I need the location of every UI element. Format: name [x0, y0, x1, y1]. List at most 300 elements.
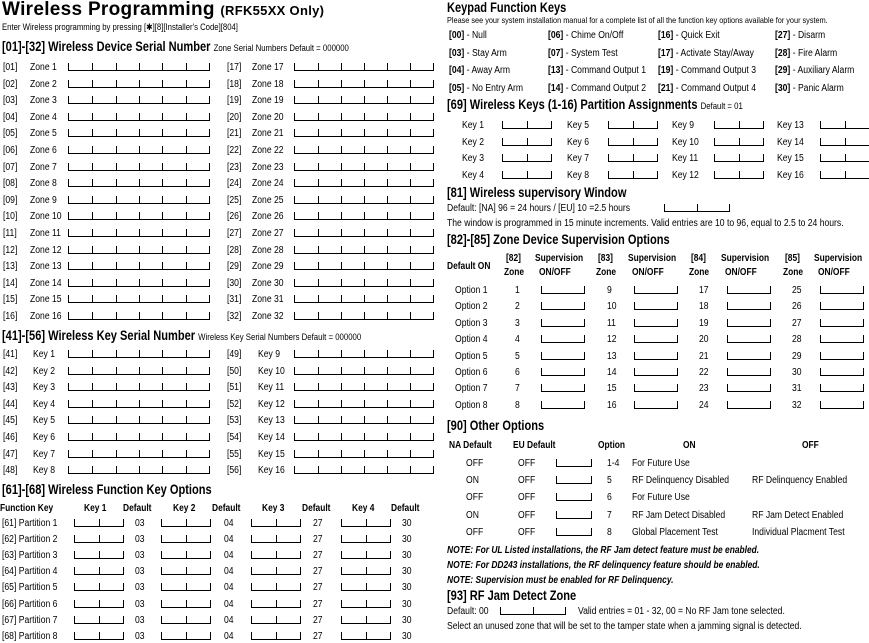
zone-number: 14: [607, 367, 617, 378]
function-key-default: 04: [224, 534, 234, 546]
jam-description: Select an unused zone that will be set to the tamper state when a jamming signal is detected.: [447, 621, 802, 632]
supervision-entry-field[interactable]: [820, 286, 864, 294]
partition-label: [65] Partition 5: [2, 582, 58, 594]
zone-serial-field[interactable]: [68, 179, 210, 187]
zone-number: 18: [699, 301, 709, 313]
function-key-field[interactable]: [74, 567, 124, 575]
partition-key-label: Key 9: [672, 120, 694, 131]
option-label: Option 1: [455, 285, 488, 296]
option-on-text: For Future Use: [632, 492, 690, 504]
option-entry-field[interactable]: [556, 511, 592, 519]
zone-serial-field[interactable]: [68, 212, 210, 220]
zone-serial-field[interactable]: [68, 229, 210, 237]
zone-section-number: [12]: [3, 244, 18, 256]
zone-section-number: [26]: [227, 211, 242, 223]
supervision-entry-field[interactable]: [727, 384, 771, 392]
title-model: (RFK55XX Only): [220, 3, 325, 18]
supervision-entry-field[interactable]: [634, 319, 678, 327]
keypad-function-label: - Null: [466, 30, 487, 41]
key-serial-field[interactable]: [294, 416, 434, 424]
key-label: Key 3: [33, 382, 55, 394]
function-key-heading: [61]-[68] Wireless Function Key Options: [2, 482, 212, 497]
function-key-default: 30: [402, 550, 412, 562]
onoff-header: ON/OFF: [725, 267, 757, 278]
supervision-entry-field[interactable]: [820, 368, 864, 376]
partition-entry-field[interactable]: [714, 171, 764, 179]
keypad-function-item: [548, 65, 646, 76]
key-serials-default: Wireless Key Serial Numbers Default = 000000: [198, 332, 362, 343]
function-key-field[interactable]: [341, 616, 391, 624]
zone-number: 6: [515, 367, 520, 378]
option-number: 1-4: [607, 458, 620, 469]
key-serial-field[interactable]: [68, 400, 210, 408]
key-serial-field[interactable]: [294, 433, 434, 441]
function-key-default: 04: [224, 566, 234, 578]
supervision-entry-field[interactable]: [634, 286, 678, 294]
key-label: Key 16: [258, 465, 285, 477]
partition-entry-field[interactable]: [820, 121, 869, 129]
keypad-function-code: [17]: [658, 47, 674, 59]
partition-label: [61] Partition 1: [2, 518, 58, 529]
partition-entry-field[interactable]: [820, 138, 869, 146]
zone-number: 29: [792, 350, 802, 362]
jam-zone-entry-field[interactable]: [500, 607, 566, 615]
key-section-number: [50]: [227, 365, 242, 377]
partition-key-label: Key 15: [777, 153, 804, 164]
function-key-field[interactable]: [161, 583, 211, 591]
other-options-header: Option: [598, 440, 626, 451]
keypad-function-label: - Command Output 1: [565, 65, 646, 76]
partition-entry-field[interactable]: [608, 154, 658, 162]
zone-label: Zone 18: [252, 78, 284, 90]
function-key-field[interactable]: [161, 519, 211, 527]
note-ul: NOTE: For UL Listed installations, the RF Jam detect feature must be enabled.: [447, 545, 760, 556]
zone-section-number: [28]: [227, 244, 242, 256]
supervision-entry-field[interactable]: [634, 352, 678, 360]
supervision-entry-field[interactable]: [727, 368, 771, 376]
zone-serial-field[interactable]: [68, 80, 210, 88]
function-key-field[interactable]: [341, 583, 391, 591]
zone-label: Zone 31: [252, 294, 284, 306]
zone-number: 25: [792, 285, 802, 296]
keypad-function-code: [03]: [449, 47, 465, 59]
partition-key-label: Key 1: [462, 120, 484, 131]
eu-default-value: OFF: [518, 475, 536, 487]
key-serial-field[interactable]: [68, 383, 210, 391]
supervision-entry-field[interactable]: [634, 401, 678, 409]
zone-serial-field[interactable]: [294, 80, 434, 88]
zone-label: Zone 27: [252, 228, 284, 239]
zone-serial-field[interactable]: [68, 63, 210, 71]
other-options-header: ON: [683, 440, 696, 451]
zone-section-number: [23]: [227, 161, 242, 173]
supervision-entry-field[interactable]: [541, 384, 585, 392]
option-on-text: RF Jam Detect Disabled: [632, 509, 726, 521]
function-key-field[interactable]: [251, 600, 301, 608]
function-key-field[interactable]: [74, 616, 124, 624]
zone-serial-field[interactable]: [68, 196, 210, 204]
key-label: Key 1: [33, 349, 55, 360]
zone-section-number: [11]: [3, 228, 17, 239]
function-key-default: 27: [313, 630, 323, 642]
partition-entry-field[interactable]: [502, 121, 552, 129]
zone-number: 24: [699, 399, 709, 411]
zone-serial-field[interactable]: [294, 196, 434, 204]
supervision-entry-field[interactable]: [820, 401, 864, 409]
supervisory-default: [447, 203, 630, 214]
function-key-default: 27: [313, 550, 323, 562]
key-section-number: [42]: [3, 365, 18, 377]
partition-key-label: Key 2: [462, 136, 484, 148]
key-serial-field[interactable]: [294, 350, 434, 358]
key-serial-field[interactable]: [294, 450, 434, 458]
zone-serial-field[interactable]: [294, 96, 434, 104]
function-key-field[interactable]: [251, 535, 301, 543]
zone-label: Zone 9: [30, 194, 57, 206]
key-label: Key 10: [258, 365, 285, 377]
zone-serial-field[interactable]: [68, 129, 210, 137]
zone-number: 32: [792, 399, 802, 411]
option-entry-field[interactable]: [556, 476, 592, 484]
zone-serial-field[interactable]: [68, 246, 210, 254]
option-on-text: Global Placement Test: [632, 526, 718, 538]
key-label: Key 14: [258, 432, 285, 443]
function-key-default: 04: [224, 582, 234, 594]
zone-label: Zone 29: [252, 261, 284, 273]
zone-serial-field[interactable]: [68, 113, 210, 121]
function-key-field[interactable]: [341, 535, 391, 543]
zone-label: Zone 32: [252, 311, 284, 322]
option-entry-field[interactable]: [556, 528, 592, 536]
page-title: [2, 0, 324, 21]
function-key-default: 03: [135, 582, 145, 594]
function-key-field[interactable]: [251, 567, 301, 575]
key-serial-field[interactable]: [294, 367, 434, 375]
zone-serial-field[interactable]: [294, 262, 434, 270]
na-default-value: ON: [466, 475, 479, 487]
key-serial-field[interactable]: [294, 466, 434, 474]
key-serial-field[interactable]: [68, 367, 210, 375]
supervision-entry-field[interactable]: [820, 319, 864, 327]
partition-key-label: Key 12: [672, 169, 699, 181]
key-label: Key 6: [33, 432, 55, 443]
zone-serial-field[interactable]: [294, 246, 434, 254]
function-key-field[interactable]: [341, 600, 391, 608]
function-key-field[interactable]: [251, 519, 301, 527]
partition-entry-field[interactable]: [714, 121, 764, 129]
jam-default: Default: 00: [447, 606, 489, 617]
option-off-text: Individual Placment Test: [752, 526, 845, 538]
zone-serial-field[interactable]: [68, 146, 210, 154]
zone-label: Zone 15: [30, 294, 62, 306]
function-key-field[interactable]: [341, 632, 391, 640]
key-section-number: [45]: [3, 415, 18, 427]
zone-serial-field[interactable]: [68, 96, 210, 104]
supervision-entry-field[interactable]: [541, 352, 585, 360]
zone-number: 15: [607, 383, 617, 395]
function-key-field[interactable]: [74, 519, 124, 527]
zone-serial-field[interactable]: [294, 129, 434, 137]
supervision-entry-field[interactable]: [541, 368, 585, 376]
keypad-function-label: - Away Arm: [466, 65, 511, 76]
zone-section-number: [05]: [3, 128, 18, 140]
zone-serial-field[interactable]: [294, 279, 434, 287]
key-serial-field[interactable]: [68, 416, 210, 424]
intro-text: Enter Wireless programming by pressing [✱][8][Installer's Code][804]: [2, 22, 238, 32]
supervision-entry-field[interactable]: [634, 335, 678, 343]
keypad-function-code: [13]: [548, 65, 564, 76]
function-key-field[interactable]: [74, 600, 124, 608]
zone-label: Zone 23: [252, 161, 284, 173]
option-off-text: RF Jam Detect Enabled: [752, 509, 844, 521]
option-label: Option 8: [455, 399, 488, 411]
function-key-column-header: Default: [302, 503, 331, 514]
function-key-field[interactable]: [251, 583, 301, 591]
zone-section-number: [14]: [3, 277, 18, 289]
zone-label: Zone 21: [252, 128, 284, 140]
supervisory-entry-field[interactable]: [664, 204, 730, 212]
function-key-default: 03: [135, 566, 145, 578]
function-key-field[interactable]: [341, 551, 391, 559]
key-section-number: [43]: [3, 382, 18, 394]
supervision-entry-field[interactable]: [727, 401, 771, 409]
partition-entry-field[interactable]: [502, 171, 552, 179]
zone-number: 1: [515, 285, 520, 296]
key-serial-field[interactable]: [68, 433, 210, 441]
key-section-number: [52]: [227, 398, 242, 410]
function-key-default: 27: [313, 566, 323, 578]
function-key-field[interactable]: [74, 583, 124, 591]
option-number: 5: [607, 475, 612, 487]
keypad-function-item: [548, 30, 623, 41]
zone-serial-field[interactable]: [294, 63, 434, 71]
zone-label: Zone 2: [30, 78, 57, 90]
key-serial-field[interactable]: [294, 400, 434, 408]
function-key-default: 30: [402, 582, 412, 594]
zone-number: 27: [792, 317, 802, 329]
supervisory-description: The window is programmed in 15 minute increments. Valid entries are 10 to 96, equal to 2.5 to 24 hours.: [447, 218, 844, 229]
function-key-field[interactable]: [74, 535, 124, 543]
function-key-field[interactable]: [161, 567, 211, 575]
supervision-entry-field[interactable]: [634, 384, 678, 392]
supervision-entry-field[interactable]: [541, 319, 585, 327]
function-key-default: 30: [402, 598, 412, 610]
key-section-number: [53]: [227, 415, 242, 427]
supervision-entry-field[interactable]: [541, 335, 585, 343]
key-label: Key 5: [33, 415, 55, 427]
partition-label: [67] Partition 7: [2, 614, 58, 626]
zone-label: Zone 3: [30, 95, 57, 107]
keypad-function-code: [28]: [775, 47, 791, 59]
other-options-header: EU Default: [513, 440, 556, 451]
keypad-function-label: - System Test: [565, 47, 618, 59]
supervision-entry-field[interactable]: [820, 302, 864, 310]
keypad-function-code: [29]: [775, 65, 791, 76]
key-label: Key 15: [258, 448, 285, 460]
supervision-entry-field[interactable]: [541, 302, 585, 310]
function-key-field[interactable]: [251, 632, 301, 640]
partition-label: [68] Partition 8: [2, 630, 58, 642]
function-key-field[interactable]: [161, 600, 211, 608]
partition-entry-field[interactable]: [608, 171, 658, 179]
supervision-header: Supervision: [814, 253, 863, 264]
partition-entry-field[interactable]: [502, 154, 552, 162]
zone-number: 10: [607, 301, 617, 313]
zone-section-number: [24]: [227, 178, 242, 190]
function-key-field[interactable]: [251, 616, 301, 624]
key-section-number: [41]: [3, 349, 18, 360]
supervision-entry-field[interactable]: [820, 335, 864, 343]
function-key-default: 03: [135, 598, 145, 610]
function-key-field[interactable]: [161, 616, 211, 624]
serials-heading-text: [01]-[32] Wireless Device Serial Number: [2, 39, 211, 54]
zone-serial-field[interactable]: [68, 163, 210, 171]
zone-serial-field[interactable]: [294, 295, 434, 303]
zone-label: Zone 28: [252, 244, 284, 256]
function-key-default: 27: [313, 598, 323, 610]
zone-serial-field[interactable]: [294, 179, 434, 187]
zone-serial-field[interactable]: [294, 163, 434, 171]
keypad-function-code: [07]: [548, 47, 564, 59]
partition-entry-field[interactable]: [502, 138, 552, 146]
key-serial-field[interactable]: [68, 466, 210, 474]
key-label: Key 4: [33, 398, 55, 410]
keypad-function-label: - Auxiliary Alarm: [792, 65, 855, 76]
supervisory-heading: [81] Wireless supervisory Window: [447, 185, 627, 200]
zone-number: 20: [699, 334, 709, 346]
option-entry-field[interactable]: [556, 493, 592, 501]
keypad-function-item: [449, 83, 523, 94]
zone-number: 9: [607, 285, 612, 296]
key-serials-heading: [2, 328, 361, 343]
zone-section-number: [03]: [3, 95, 18, 107]
key-section-number: [44]: [3, 398, 18, 410]
zone-section-number: [13]: [3, 261, 18, 273]
keypad-function-item: [658, 65, 756, 76]
key-serial-field[interactable]: [294, 383, 434, 391]
key-label: Key 8: [33, 465, 55, 477]
keypad-function-label: - Command Output 2: [565, 82, 646, 94]
function-key-field[interactable]: [341, 567, 391, 575]
zone-header: Zone: [689, 267, 710, 278]
zone-serial-field[interactable]: [294, 229, 434, 237]
supervision-entry-field[interactable]: [727, 352, 771, 360]
function-key-field[interactable]: [161, 551, 211, 559]
zone-section-number: [17]: [227, 62, 242, 73]
partition-entry-field[interactable]: [820, 154, 869, 162]
partition-entry-field[interactable]: [714, 154, 764, 162]
supervision-entry-field[interactable]: [727, 319, 771, 327]
supervision-entry-field[interactable]: [820, 352, 864, 360]
zone-serial-field[interactable]: [294, 212, 434, 220]
zone-serial-field[interactable]: [68, 312, 210, 320]
function-key-field[interactable]: [251, 551, 301, 559]
zone-number: 17: [699, 285, 709, 296]
supervision-entry-field[interactable]: [727, 335, 771, 343]
option-number: 7: [607, 509, 612, 521]
zone-section-number: [29]: [227, 261, 242, 273]
zone-section-number: [08]: [3, 178, 18, 190]
na-default-value: OFF: [466, 458, 484, 469]
partition-key-label: Key 4: [462, 169, 484, 181]
zone-section-number: [02]: [3, 78, 18, 90]
partition-entry-field[interactable]: [714, 138, 764, 146]
partition-label: [64] Partition 4: [2, 566, 58, 578]
zone-number: 2: [515, 301, 520, 313]
jam-heading: [93] RF Jam Detect Zone: [447, 588, 577, 603]
zone-serial-field[interactable]: [68, 295, 210, 303]
key-serial-field[interactable]: [68, 450, 210, 458]
function-key-default: 03: [135, 550, 145, 562]
partition-heading: [447, 97, 743, 112]
function-key-field[interactable]: [74, 632, 124, 640]
section-header: [84]: [691, 253, 706, 264]
option-label: Option 7: [455, 383, 488, 395]
keypad-function-item: [775, 30, 825, 41]
keypad-function-code: [16]: [658, 30, 674, 41]
zone-serial-field[interactable]: [294, 113, 434, 121]
supervision-header: Supervision: [721, 253, 770, 264]
eu-default-value: OFF: [518, 492, 536, 504]
function-key-default: 03: [135, 534, 145, 546]
function-key-field[interactable]: [74, 551, 124, 559]
keypad-function-label: - Command Output 4: [675, 82, 756, 94]
supervision-entry-field[interactable]: [634, 302, 678, 310]
function-key-field[interactable]: [341, 519, 391, 527]
supervision-entry-field[interactable]: [727, 286, 771, 294]
function-key-column-header: Key 3: [262, 503, 285, 514]
partition-entry-field[interactable]: [608, 138, 658, 146]
key-section-number: [54]: [227, 432, 242, 443]
function-key-default: 04: [224, 598, 234, 610]
function-key-field[interactable]: [161, 535, 211, 543]
supervision-entry-field[interactable]: [541, 286, 585, 294]
zone-label: Zone 7: [30, 161, 57, 173]
zone-section-number: [07]: [3, 161, 18, 173]
zone-serial-field[interactable]: [294, 312, 434, 320]
partition-entry-field[interactable]: [820, 171, 869, 179]
zone-serial-field[interactable]: [294, 146, 434, 154]
option-entry-field[interactable]: [556, 459, 592, 467]
zone-section-number: [27]: [227, 228, 242, 239]
zone-number: 19: [699, 317, 709, 329]
zone-serial-field[interactable]: [68, 262, 210, 270]
function-key-default: 04: [224, 550, 234, 562]
supervision-entry-field[interactable]: [820, 384, 864, 392]
zone-number: 31: [792, 383, 802, 395]
zone-label: Zone 6: [30, 145, 57, 156]
supervision-entry-field[interactable]: [727, 302, 771, 310]
keypad-function-item: [548, 48, 618, 59]
function-key-field[interactable]: [161, 632, 211, 640]
zone-serial-field[interactable]: [68, 279, 210, 287]
key-section-number: [49]: [227, 349, 242, 360]
key-label: Key 2: [33, 365, 55, 377]
key-serial-field[interactable]: [68, 350, 210, 358]
zone-label: Zone 30: [252, 277, 284, 289]
supervision-entry-field[interactable]: [634, 368, 678, 376]
zone-number: 22: [699, 367, 709, 378]
zone-section-number: [15]: [3, 294, 18, 306]
function-key-column-header: Default: [123, 503, 152, 514]
partition-key-label: Key 10: [672, 136, 699, 148]
onoff-header: ON/OFF: [539, 267, 571, 278]
partition-entry-field[interactable]: [608, 121, 658, 129]
supervision-entry-field[interactable]: [541, 401, 585, 409]
zone-section-number: [20]: [227, 111, 242, 123]
serials-heading: [2, 39, 349, 54]
zone-section-number: [18]: [227, 78, 242, 90]
